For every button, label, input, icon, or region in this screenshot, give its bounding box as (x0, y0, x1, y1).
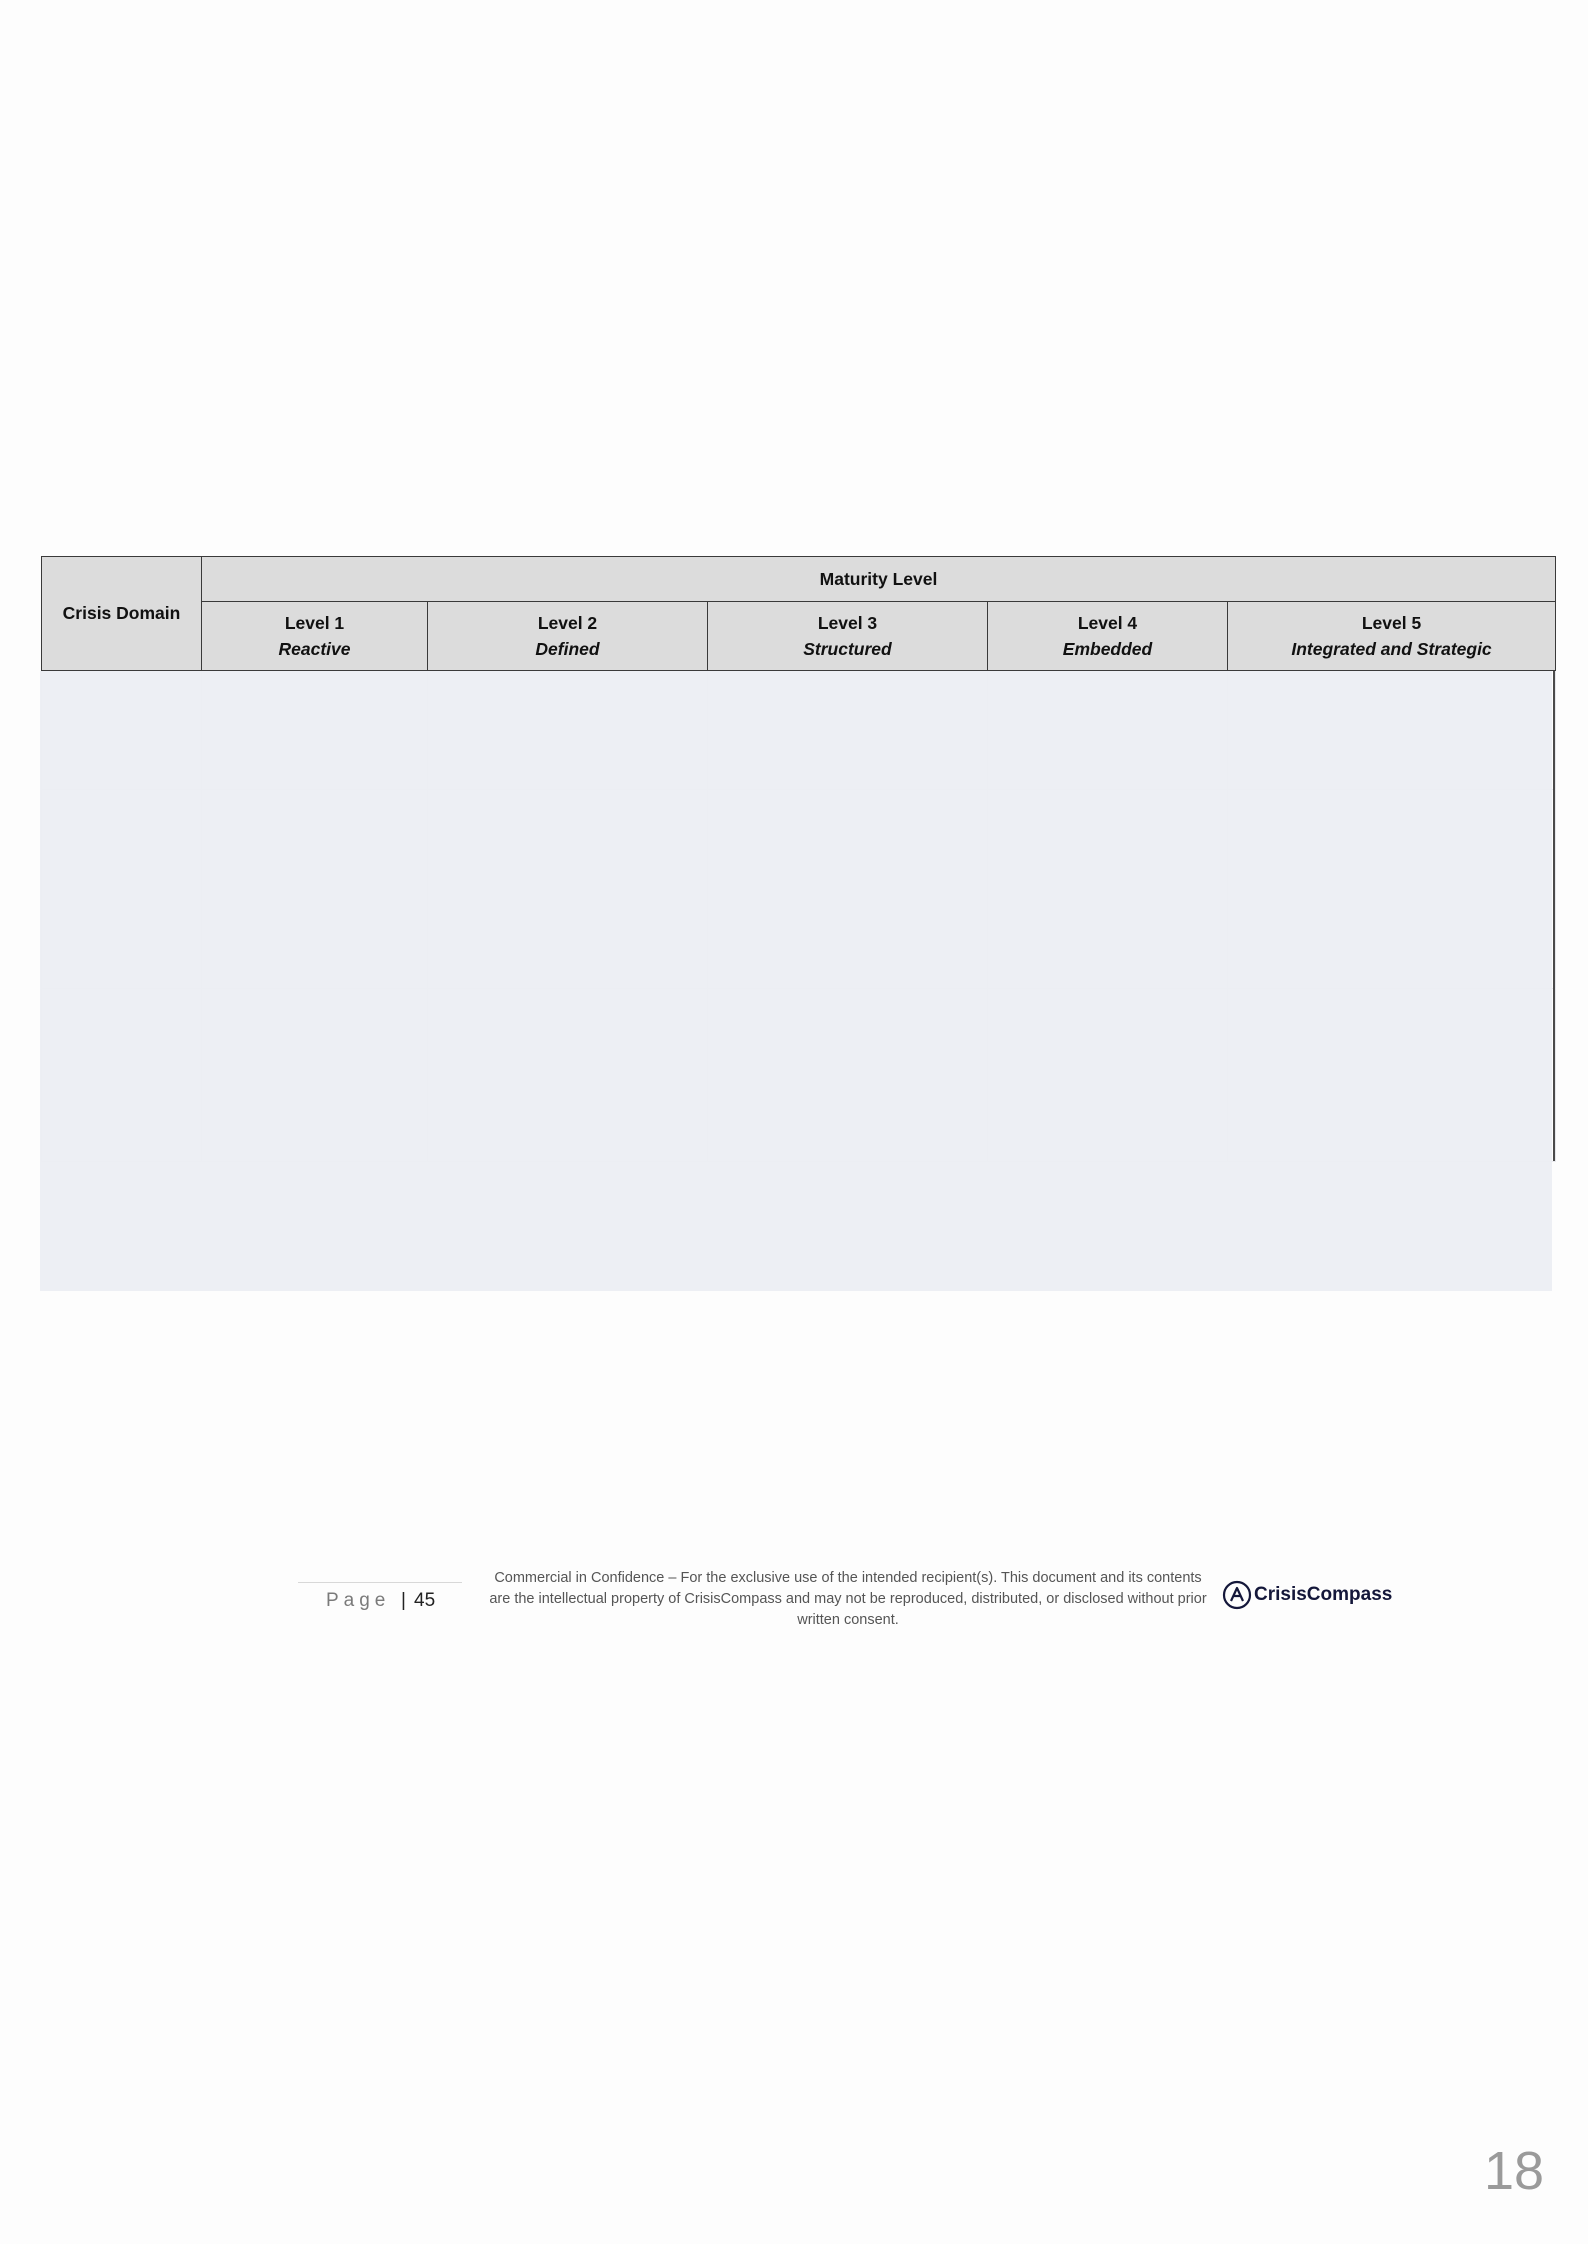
level-number: Level 5 (1361, 613, 1422, 633)
level-3-header (708, 602, 988, 671)
confidentiality-notice: Commercial in Confidence – For the exclusive use of the intended recipient(s). This document and its contents are the intellectual property of CrisisCompass and may not be reproduced, distributed, or disclosed without prior written consent. (489, 1570, 1207, 1628)
level-name: Embedded (1062, 639, 1153, 659)
level-number: Level 2 (537, 613, 598, 633)
brand-name: CrisisCompass (1254, 1584, 1393, 1605)
table-right-border (1553, 671, 1555, 1161)
footer-rule (298, 1582, 462, 1583)
level-4-header (988, 602, 1228, 671)
compass-a-icon (1222, 1580, 1252, 1610)
level-name: Structured (803, 639, 892, 659)
level-number: Level 3 (817, 613, 878, 633)
level-2-header (428, 602, 708, 671)
obscuring-overlay (40, 671, 1552, 1291)
crisis-domain-header (42, 557, 202, 671)
level-5-header (1228, 602, 1556, 671)
level-number: Level 4 (1077, 613, 1138, 633)
slide-number: 18 (1484, 2141, 1545, 2201)
crisis-domain-label: Crisis Domain (62, 603, 181, 623)
brand-logo (1222, 1580, 1392, 1610)
page-number: 45 (414, 1590, 436, 1611)
level-number: Level 1 (284, 613, 345, 633)
level-1-header (202, 602, 428, 671)
page-separator: | (401, 1590, 406, 1611)
level-name: Defined (535, 639, 600, 659)
page-label: Page (326, 1590, 391, 1611)
level-name: Integrated and Strategic (1291, 639, 1492, 659)
page-footer (298, 1568, 1398, 1638)
maturity-level-header: Maturity Level (202, 557, 1556, 602)
level-name: Reactive (278, 639, 351, 659)
